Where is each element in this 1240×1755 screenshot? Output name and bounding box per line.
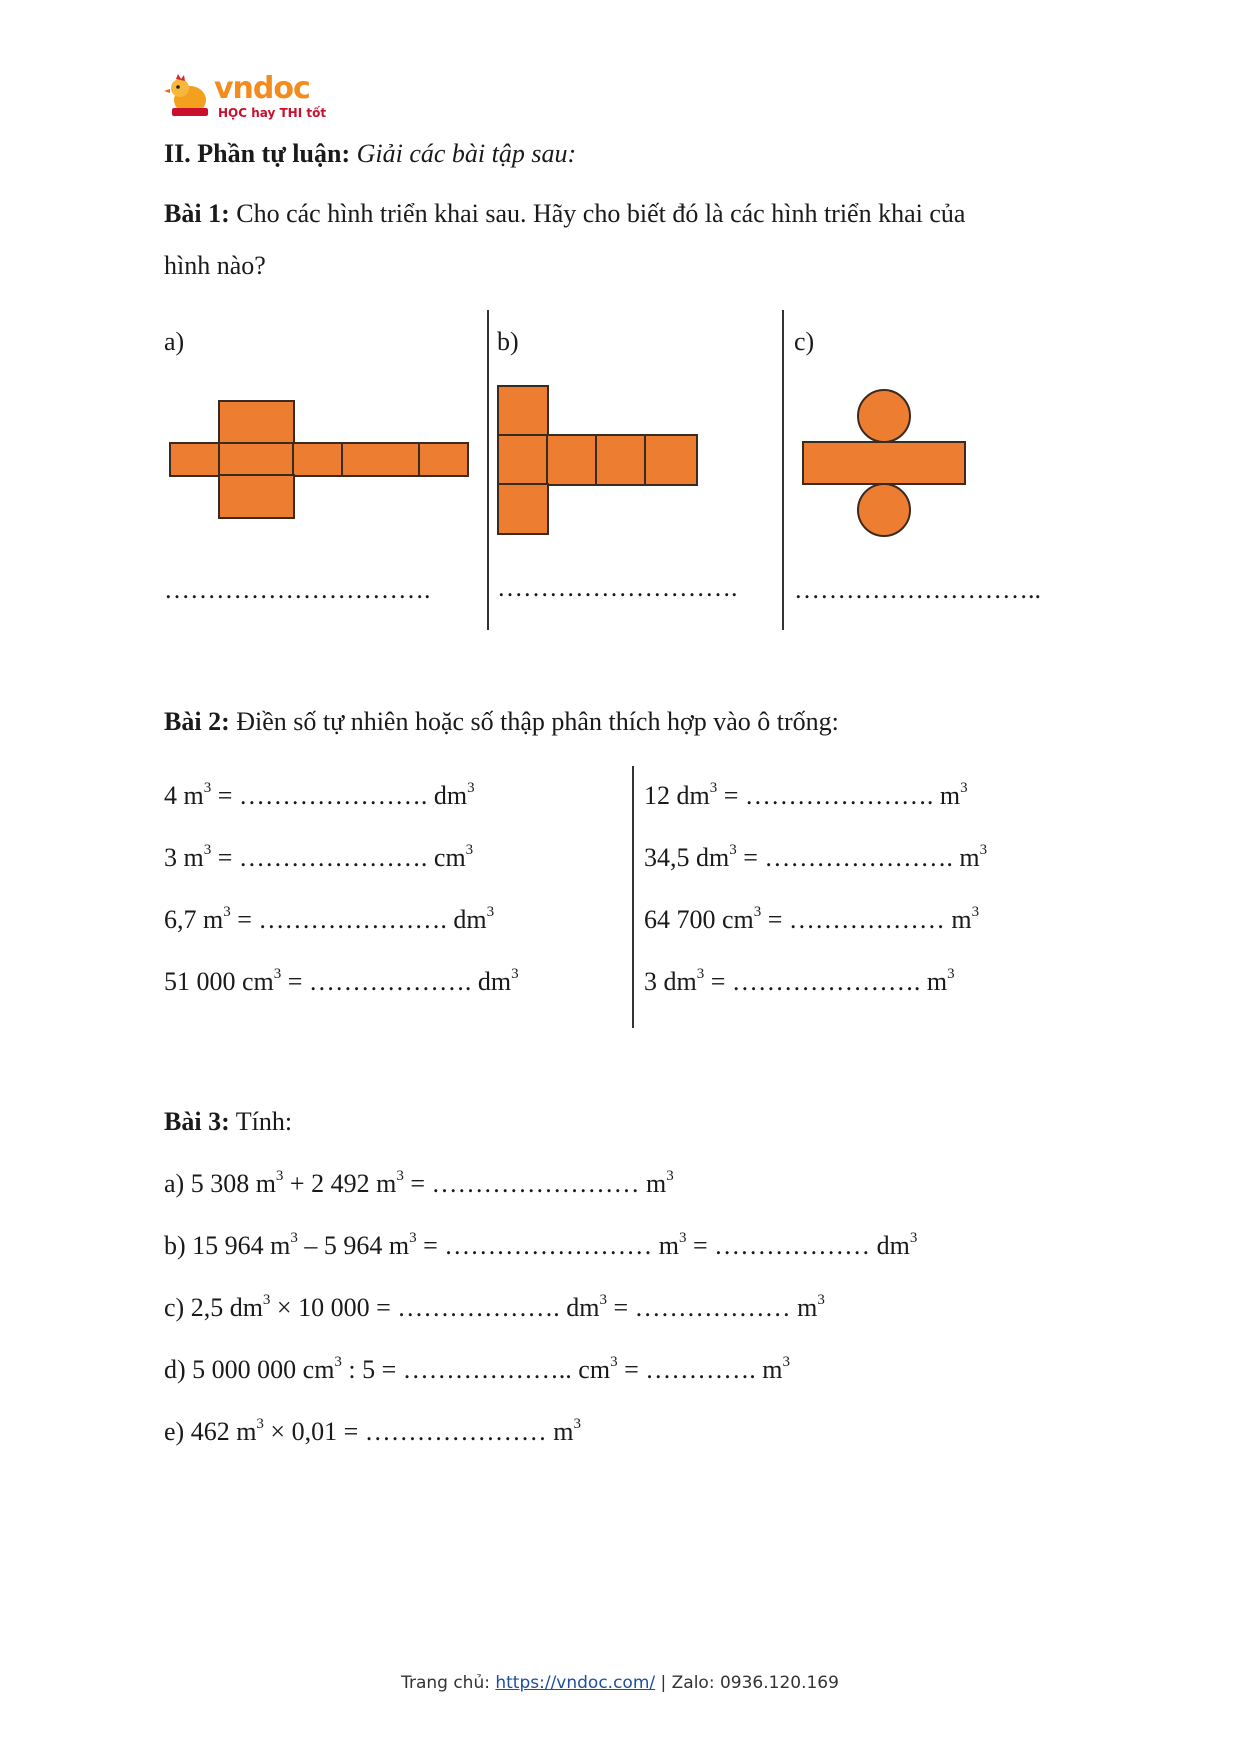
- bai3-item-a: a) 5 308 $m^3 + 2$ 492 $m^3$ = …………………… $m^3$: [164, 1168, 674, 1198]
- bai3-item-b: b) 15 964 $m^3 - 5$ 964 $m^3$ = …………………… $m^3$ = ……………… $dm^3$: [164, 1230, 918, 1260]
- bai3-item-e: e) 462 $m^3 \times 0,01$ = ………………… $m^3$: [164, 1416, 581, 1446]
- bai1-text-line2: hình nào?: [164, 251, 266, 280]
- bai2-right-row: 12 $dm^3$ = …………………. $m^3$: [644, 780, 968, 810]
- net-a-face: [218, 442, 295, 477]
- bai1-line1: [164, 198, 965, 230]
- bai2-header: [164, 706, 839, 738]
- vndoc-logo: [164, 71, 327, 124]
- bai2-right-row: 3 $dm^3$ = …………………. $m^3$: [644, 966, 955, 996]
- net-b-face: [546, 434, 598, 486]
- footer-prefix: Trang chủ:: [401, 1673, 496, 1693]
- net-b-face: [497, 385, 549, 437]
- bai1-label-a: a): [164, 327, 185, 356]
- logo-wordmark: vndoc: [214, 71, 310, 106]
- bai1-label-b: b): [497, 327, 519, 356]
- net-b-face: [644, 434, 698, 486]
- bai3-header: [164, 1106, 292, 1138]
- net-b-face: [497, 434, 549, 486]
- bai1-label: Bài 1:: [164, 199, 230, 228]
- net-b-face: [595, 434, 647, 486]
- bai3-text: Tính:: [235, 1107, 293, 1136]
- bai1-answer-b: ……………………….: [497, 573, 738, 602]
- bai2-left-row: 3 $m^3$ = …………………. $cm^3$: [164, 842, 474, 872]
- bai1-divider-2: [782, 310, 784, 630]
- net-a-face: [341, 442, 421, 477]
- section-heading-bold: II. Phần tự luận:: [164, 139, 351, 168]
- bai3-item-d: d) 5 000 000 $cm^3$ : 5 = ……………….. $cm^3$ = …………. $m^3$: [164, 1354, 790, 1384]
- net-a-face: [292, 442, 344, 477]
- bai3-label: Bài 3:: [164, 1107, 230, 1136]
- bai2-left-row: 4 $m^3$ = …………………. $dm^3$: [164, 780, 475, 810]
- bai2-text: Điền số tự nhiên hoặc số thập phân thích hợp vào ô trống:: [236, 707, 839, 736]
- net-a-face: [169, 442, 221, 477]
- net-a-face: [418, 442, 469, 477]
- net-a-face: [218, 400, 295, 445]
- net-c-circle-bottom: [857, 483, 911, 537]
- net-c-rectangle: [802, 441, 966, 485]
- footer-home-link[interactable]: https://vndoc.com/: [495, 1673, 656, 1693]
- logo-tagline: HỌC hay THI tốt: [218, 106, 327, 120]
- page-footer: [0, 1671, 1240, 1695]
- bai2-left-row: 6,7 $m^3$ = …………………. $dm^3$: [164, 904, 495, 934]
- bai1-label-c: c): [794, 327, 815, 356]
- bai1-answer-a: ………………………….: [164, 575, 431, 604]
- bai1-answer-c: ………………………..: [794, 575, 1041, 604]
- bai2-right-row: 34,5 $dm^3$ = …………………. $m^3$: [644, 842, 988, 872]
- net-c-circle-top: [857, 389, 911, 443]
- net-b-face: [497, 483, 549, 535]
- bai2-left-row: 51 000 $cm^3$ = ………………. $dm^3$: [164, 966, 519, 996]
- bai3-item-c: c) 2,5 $dm^3 \times 10$ 000 = ………………. $dm^3$ = ……………… $m^3$: [164, 1292, 825, 1322]
- chicken-mascot-icon: [164, 74, 212, 120]
- section-heading-italic: Giải các bài tập sau:: [356, 139, 577, 168]
- footer-suffix: | Zalo: 0936.120.169: [655, 1673, 839, 1693]
- bai1-text-line1: Cho các hình triển khai sau. Hãy cho biết đó là các hình triển khai của: [236, 199, 966, 228]
- bai2-label: Bài 2:: [164, 707, 230, 736]
- section-heading: [164, 138, 576, 170]
- net-a-face: [218, 474, 295, 519]
- bai2-divider: [632, 766, 634, 1028]
- bai1-divider-1: [487, 310, 489, 630]
- bai2-right-row: 64 700 $cm^3$ = ……………… $m^3$: [644, 904, 980, 934]
